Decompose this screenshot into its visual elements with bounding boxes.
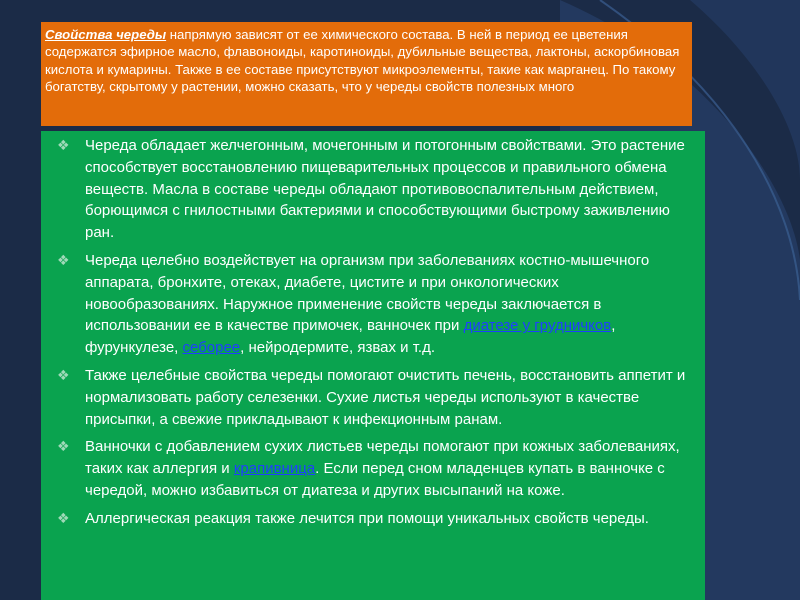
list-item (51, 436, 695, 501)
item-text: . Если перед сном младенцев купать в ванночке с чередой, можно избавиться от диатеза и других высыпаний на коже. (85, 460, 665, 499)
list-item (51, 365, 695, 430)
list-item (51, 135, 695, 244)
header-text-box (41, 22, 692, 126)
item-text: Также целебные свойства череды помогают очистить печень, восстановить аппетит и нормализовать работу селезенки. Сухие листья череды используют в качестве присыпки, а свежие прикладывают к инфекционным ранам. (85, 366, 686, 428)
item-text: Череда целебно воздействует на организм при заболеваниях костно-мышечного аппарата, бронхите, отеках, диабете, цистите и при онкологических новообразованиях. Наружное применение свойств череды заключается в использовании ее в качестве примочек, ванночек при (85, 251, 650, 335)
diamond-bullet-icon: ❖ (57, 438, 70, 455)
list-item (51, 508, 695, 530)
item-text: , фурункулезе, (85, 317, 616, 357)
diamond-bullet-icon: ❖ (57, 137, 70, 153)
link-seborea[interactable]: себорее (182, 339, 241, 357)
header-text: напрямую зависят от ее химического состава. В ней в период ее цветения содержатся эфирное масло, флавоноиды, каротиноиды, дубильные вещества, лактоны, аскорбиновая кислота и кумарины. Также в ее составе присутствуют микроэлементы, такие как марганец. По такому богатству, скрытому у растении, можно сказать, что у череды свойств полезных много (45, 27, 680, 95)
link-krapivnitsa[interactable]: крапивница (233, 460, 316, 478)
link-diatez[interactable]: диатезе у грудничков (463, 317, 612, 335)
item-text: Череда обладает желчегонным, мочегонным и потогонным свойствами. Это растение способствует восстановлению пищеварительных процессов и правильного обмена веществ. Масла в составе череды обладают противовоспалительным действием, борющимся с гнилостными бактериями и способствующими быстрому заживлению ран. (85, 137, 685, 242)
diamond-bullet-icon: ❖ (57, 366, 70, 383)
item-text: , нейродермите, язвах и т.д. (240, 339, 436, 357)
header-lead: Свойства череды (45, 27, 167, 42)
diamond-bullet-icon: ❖ (57, 251, 70, 268)
item-text: Аллергическая реакция также лечится при помощи уникальных свойств череды. (85, 509, 649, 527)
diamond-bullet-icon: ❖ (57, 509, 70, 526)
list-item (51, 250, 695, 359)
item-text: Ванночки с добавлением сухих листьев череды помогают при кожных заболеваниях, таких как аллергия и (85, 438, 680, 478)
bullet-list (51, 135, 695, 530)
content-box (41, 131, 705, 600)
